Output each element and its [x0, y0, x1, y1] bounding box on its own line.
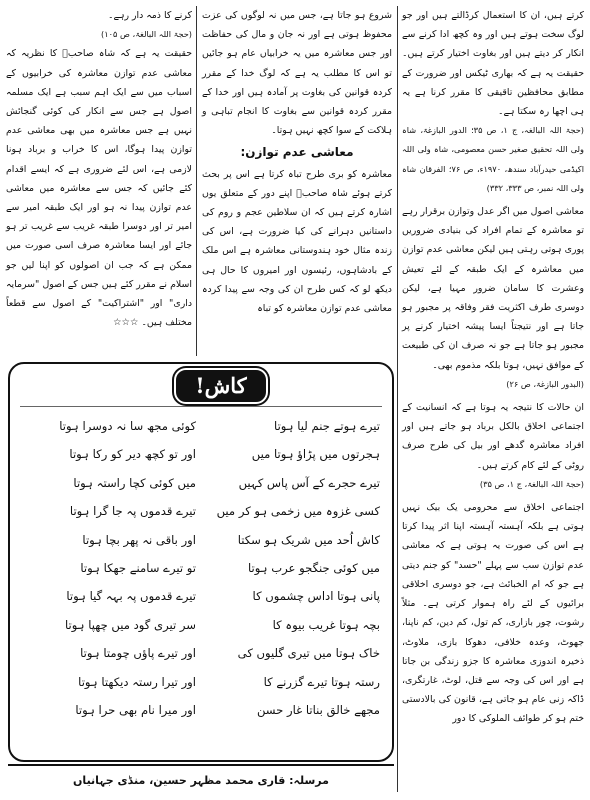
column-middle: [202, 6, 392, 318]
poem-line: تیرے قدموں پہ جا گرا ہوتا: [69, 504, 196, 519]
citation: (حجۃ اللہ البالغۃ، ج ۱، ص ۳۵): [479, 478, 584, 489]
poem-line: پانی ہوتا اداس چشموں کا: [252, 589, 380, 604]
poem-line: کاش اُحد میں شریک ہو سکتا: [237, 532, 380, 547]
section-heading: معاشی عدم توازن:: [240, 145, 354, 160]
poem-title: کاش!: [174, 368, 268, 404]
poem-line: سر تیری گود میں چھپا ہوتا: [64, 617, 196, 632]
poem-line: میں کوئی جنگجو عرب ہوتا: [248, 561, 380, 576]
poem-line: رستہ ہوتا تیرے گزرنے کا: [263, 674, 380, 689]
poem-box: [8, 362, 394, 762]
paragraph: اجتماعی اخلاق سے محرومی یک بیک نہیں ہوتی ہے بلکہ آہستہ آہستہ اپنا اثر پیدا کرتا ہے اس کی صورت یہ ہوتی ہے کہ معاشی عدم توازن سب سے پہلے "حسد" کو جنم دیتی ہے جو کہ ام الخبائث ہے، جو دوسری اخلاقی برائیوں کے لئے راہ ہموار کرتی ہے۔ مثلاً رشوت، چور بازاری، کم تول، کم دین، کم ناپنا، جھوٹ، وعدہ خلافی، دھوکا بازی، ملاوٹ، ذخیرہ اندوزی معاشرہ کا جزو زندگی بن جاتا ہے اور اس کی وجہ سے قتل، لوٹ، غارتگری، ڈاکہ زنی عام ہو جاتی ہے، قانون کی بالادستی ختم ہو کر طوائف الملوکی کا دور: [402, 502, 584, 725]
paragraph: معاشی اصول میں اگر عدل وتوازن برقرار رہے تو معاشرہ کے تمام افراد کی بنیادی ضروریں پوری ہوتی رہتی ہیں لیکن معاشی عدم توازن میں معاشرہ کے ایک طبقہ کے لئے تعیش وعشرت کا سامان ضرور مہیا ہے، لیکن دوسری طرف اکثریت فقر وفاقہ پر مجبور ہو جاتا ہے اور نتیجتاً ایسا پیشہ اختیار کرنے پر مجبور ہو جاتا ہے جو نہ صرف ان کی طبیعت کے موافق نہیں، ہوتا بلکہ مذموم بھی۔: [402, 206, 584, 371]
column-left: [6, 6, 192, 332]
poem-line: اور تیرے پاؤں چومتا ہوتا: [80, 646, 196, 661]
poem-column-right: [200, 412, 380, 724]
citation: (البدور البازغۃ، ص ۲۶): [506, 378, 584, 389]
paragraph: کرنے کا ذمہ دار رہے۔: [108, 10, 192, 21]
paragraph: حقیقت یہ ہے کہ شاہ صاحبؒ کا نظریہ کہ معاشی عدم توازن معاشرہ کی خرابیوں کے اسباب میں سے ایک اہم سبب ہے ایک مسلمہ اصول ہے جس سے انکار کی کوئی گنجائش نہیں ہے جس معاشرہ میں بھی معاشی عدم توازن پیدا ہوگا، اس کا خراب و برباد ہونا لازمی ہے، اس لئے ضروری ہے کہ ایسے اقدام کئے جائیں کہ جس سے معاشرہ میں معاشی عدم توازن پیدا نہ ہو اور ایک طبقہ امیر سے امیر تر اور دوسرا طبقہ غریب سے غریب تر ہو جائے اور ایسا معاشرہ صرف اسی صورت میں ممکن ہے کہ جب ان اصولوں کو اپنا لیں جو اسلام نے مقرر کئے ہیں جس کے اصول "سرمایہ داری" اور "اشتراکیت" کے اصول سے قطعاً مختلف ہیں۔ ☆☆☆: [6, 48, 192, 329]
paragraph: ان حالات کا نتیجہ یہ ہوتا ہے کہ انسانیت کے اجتماعی اخلاق بالکل برباد ہو جاتے ہیں اور افراد معاشرہ گدھے اور بیل کی طرح صرف روٹی کے لئے کام کرتے ہیں۔: [402, 402, 584, 471]
poem-line: اور میرا نام بھی حرا ہوتا: [75, 703, 196, 718]
poem-line: اور تو کچھ دیر کو رکا ہوتا: [69, 447, 196, 462]
poem-line: اور باقی نہ پھر بچا ہوتا: [82, 532, 196, 547]
poem-column-left: [24, 412, 196, 724]
column-divider: [397, 6, 398, 792]
poem-credit: مرسلہ: قاری محمد مظہر حسین، منڈی جہانیاں: [8, 764, 394, 796]
poem-line: بچہ ہوتا غریب بیوہ کا: [272, 617, 380, 632]
poem-line: تیرے ہوتے جنم لیا ہوتا: [274, 419, 380, 433]
paragraph: شروع ہو جاتا ہے، جس میں نہ لوگوں کی عزت محفوظ ہوتی ہے اور نہ جان و مال کی حفاظت اور جس معاشرہ میں یہ خرابیاں عام ہو جائیں تو اس کا مطلب یہ ہے کہ لوگ خدا کے مقرر کردہ قوانین کی بغاوت پر آمادہ ہیں اور خدا کے مقرر کردہ قوانین سے بغاوت کا انجام تباہی و ہلاکت کے سوا کچھ نہیں ہوتا۔: [202, 10, 392, 137]
poem-line: اور تیرا رستہ دیکھتا ہوتا: [78, 674, 196, 689]
poem-line: ہجرتوں میں پڑاؤ ہوتا میں: [251, 447, 380, 462]
poem-line: کسی غزوہ میں زخمی ہو کر میں: [216, 504, 380, 519]
poem-line: مجھے خالق بناتا غار حسن: [256, 703, 380, 718]
poem-line: کوئی مجھ سا نہ دوسرا ہوتا: [59, 419, 196, 433]
poem-line: تو تیرے سامنے جھکا ہوتا: [80, 561, 196, 576]
citation: (حجۃ اللہ البالغۃ، ص ۱۰۵): [101, 29, 192, 40]
poem-line: تیرے حجرے کے آس پاس کہیں: [238, 475, 380, 490]
poem-line: تیرے قدموں پہ بہہ گیا ہوتا: [66, 589, 196, 604]
poem-line: میں کوئی کچا راستہ ہوتا: [73, 475, 196, 490]
poem-line: خاک ہوتا میں تیری گلیوں کی: [237, 646, 380, 661]
paragraph: کرتے ہیں، ان کا استعمال کرڈالتے ہیں اور جو لوگ سخت ہوتے ہیں اور وہ کچھ ادا کرنے سے انکار کر دیتے ہیں اور بغاوت اختیار کرتے ہیں۔ حقیقت یہ ہے کہ بھاری ٹیکس اور ضرورت کے مطابق محافظین تاقیقی کا مقرر کرنا ہے یہ ہی اچھا رہ سکتا ہے۔: [402, 10, 584, 118]
paragraph: معاشرہ کو بری طرح تباہ کرتا ہے اس پر بحث کرتے ہوئے شاہ صاحبؒ اپنے دور کے متعلق یوں اشارہ کرتے ہیں کہ ان سلاطین عجم و روم کی داستانیں دہرانے کی کیا ضرورت ہے، اس کی زندہ مثال خود ہندوستانی معاشرہ ہے اس ملک کے بادشاہوں، رئیسوں اور امیروں کا حال ہی دیکھ لو کہ کس طرح ان کی وجہ سے پیدا کردہ معاشی عدم توازن معاشرہ کو تباہ: [202, 168, 392, 315]
poem-title-divider: [20, 406, 382, 407]
citation: (حجۃ اللہ البالغہ، ج ۱، ص ۳۵؛ الدور البازغۃ، شاہ ولی اللہ تحقیق صغیر حسن معصومی، شاہ ولی اللہ اکیڈمی حیدرآباد سندھ، ۱۹۷۰ء، ص ۷۶؛ الفرقان شاہ ولی اللہ نمبر، ص ۳۳۳، ۳۳۲): [402, 125, 585, 193]
column-right: [402, 6, 584, 729]
column-divider: [196, 6, 197, 356]
